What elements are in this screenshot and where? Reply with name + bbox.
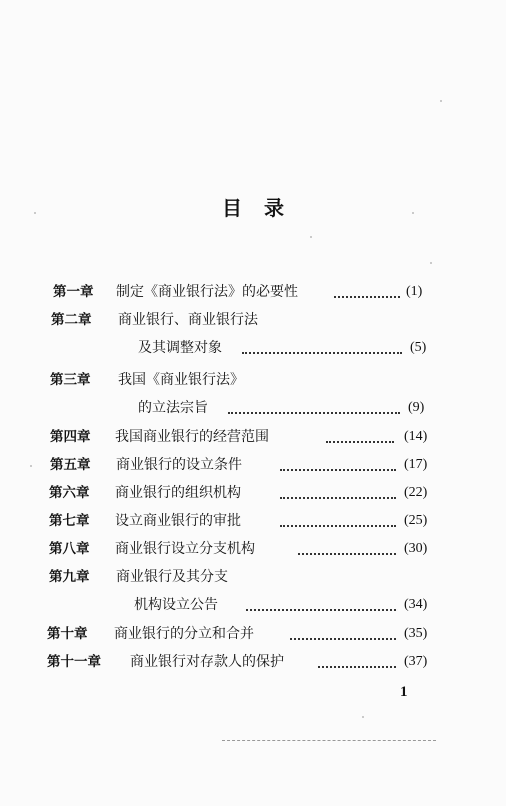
- toc-entry-5[interactable]: [0, 454, 506, 476]
- chapter-number: 第二章: [51, 312, 92, 328]
- scan-speck: [34, 212, 36, 214]
- chapter-number: 第十章: [47, 626, 88, 642]
- scan-speck: [362, 716, 364, 718]
- dot-leader: [228, 410, 400, 414]
- dot-leader: [280, 495, 396, 499]
- scan-speck: [30, 465, 32, 467]
- toc-entry-10[interactable]: [0, 623, 506, 645]
- toc-entry-11[interactable]: [0, 651, 506, 673]
- page-number: (22): [404, 485, 428, 500]
- chapter-title: 设立商业银行的审批: [115, 513, 241, 529]
- chapter-number: 第七章: [49, 513, 90, 529]
- page-number: (5): [410, 340, 427, 355]
- page-number: (30): [404, 541, 428, 556]
- chapter-title: 商业银行的设立条件: [116, 457, 242, 473]
- scan-speck: [430, 262, 432, 264]
- chapter-number: 第四章: [50, 429, 91, 445]
- toc-entry-9[interactable]: [0, 566, 506, 588]
- chapter-number: 第六章: [49, 485, 90, 501]
- toc-entry-2[interactable]: [0, 309, 506, 331]
- chapter-title: 我国《商业银行法》: [118, 372, 244, 388]
- chapter-title: 商业银行的分立和合并: [114, 626, 254, 642]
- toc-entry-4[interactable]: [0, 426, 506, 448]
- toc-entry-8[interactable]: [0, 538, 506, 560]
- dot-leader: [246, 607, 396, 611]
- chapter-title: 商业银行、商业银行法: [118, 312, 258, 328]
- toc-entry-3-cont[interactable]: [0, 397, 506, 419]
- toc-entry-3[interactable]: [0, 369, 506, 391]
- chapter-number: 第五章: [50, 457, 91, 473]
- scan-speck: [440, 100, 442, 102]
- chapter-title-cont: 机构设立公告: [134, 597, 218, 613]
- dot-leader: [290, 636, 396, 640]
- toc-entry-9-cont[interactable]: [0, 594, 506, 616]
- page-number: (34): [404, 597, 428, 612]
- dot-leader: [334, 294, 400, 298]
- chapter-number: 第一章: [53, 284, 94, 300]
- dot-leader: [242, 350, 402, 354]
- page-number: (17): [404, 457, 428, 472]
- chapter-title: 商业银行及其分支: [116, 569, 228, 585]
- page-number: (9): [408, 400, 425, 415]
- chapter-title: 我国商业银行的经营范围: [115, 429, 269, 445]
- page-number: (14): [404, 429, 428, 444]
- chapter-title: 商业银行设立分支机构: [115, 541, 255, 557]
- scan-speck: [310, 236, 312, 238]
- dot-leader: [326, 439, 394, 443]
- page-title: [0, 192, 506, 221]
- page-number: (1): [406, 284, 423, 299]
- toc-entry-6[interactable]: [0, 482, 506, 504]
- page-folio: 1: [400, 684, 408, 700]
- chapter-title-cont: 的立法宗旨: [138, 400, 208, 416]
- chapter-title: 制定《商业银行法》的必要性: [116, 284, 298, 300]
- chapter-number: 第九章: [49, 569, 90, 585]
- dot-leader: [280, 523, 396, 527]
- dot-leader: [318, 664, 396, 668]
- toc-entry-7[interactable]: [0, 510, 506, 532]
- page-number: (37): [404, 654, 428, 669]
- page-number: (25): [404, 513, 428, 528]
- chapter-title: 商业银行的组织机构: [115, 485, 241, 501]
- chapter-number: 第十一章: [47, 654, 101, 670]
- dot-leader: [280, 467, 396, 471]
- chapter-number: 第八章: [49, 541, 90, 557]
- title-char-1: 目: [222, 196, 242, 220]
- toc-entry-2-cont[interactable]: [0, 337, 506, 359]
- chapter-title-cont: 及其调整对象: [138, 340, 222, 356]
- chapter-title: 商业银行对存款人的保护: [130, 654, 284, 670]
- chapter-number: 第三章: [50, 372, 91, 388]
- toc-entry-1[interactable]: [0, 281, 506, 303]
- bottom-rule: [222, 740, 436, 741]
- scan-speck: [412, 212, 414, 214]
- page-number: (35): [404, 626, 428, 641]
- dot-leader: [298, 551, 396, 555]
- title-char-2: 录: [264, 196, 284, 220]
